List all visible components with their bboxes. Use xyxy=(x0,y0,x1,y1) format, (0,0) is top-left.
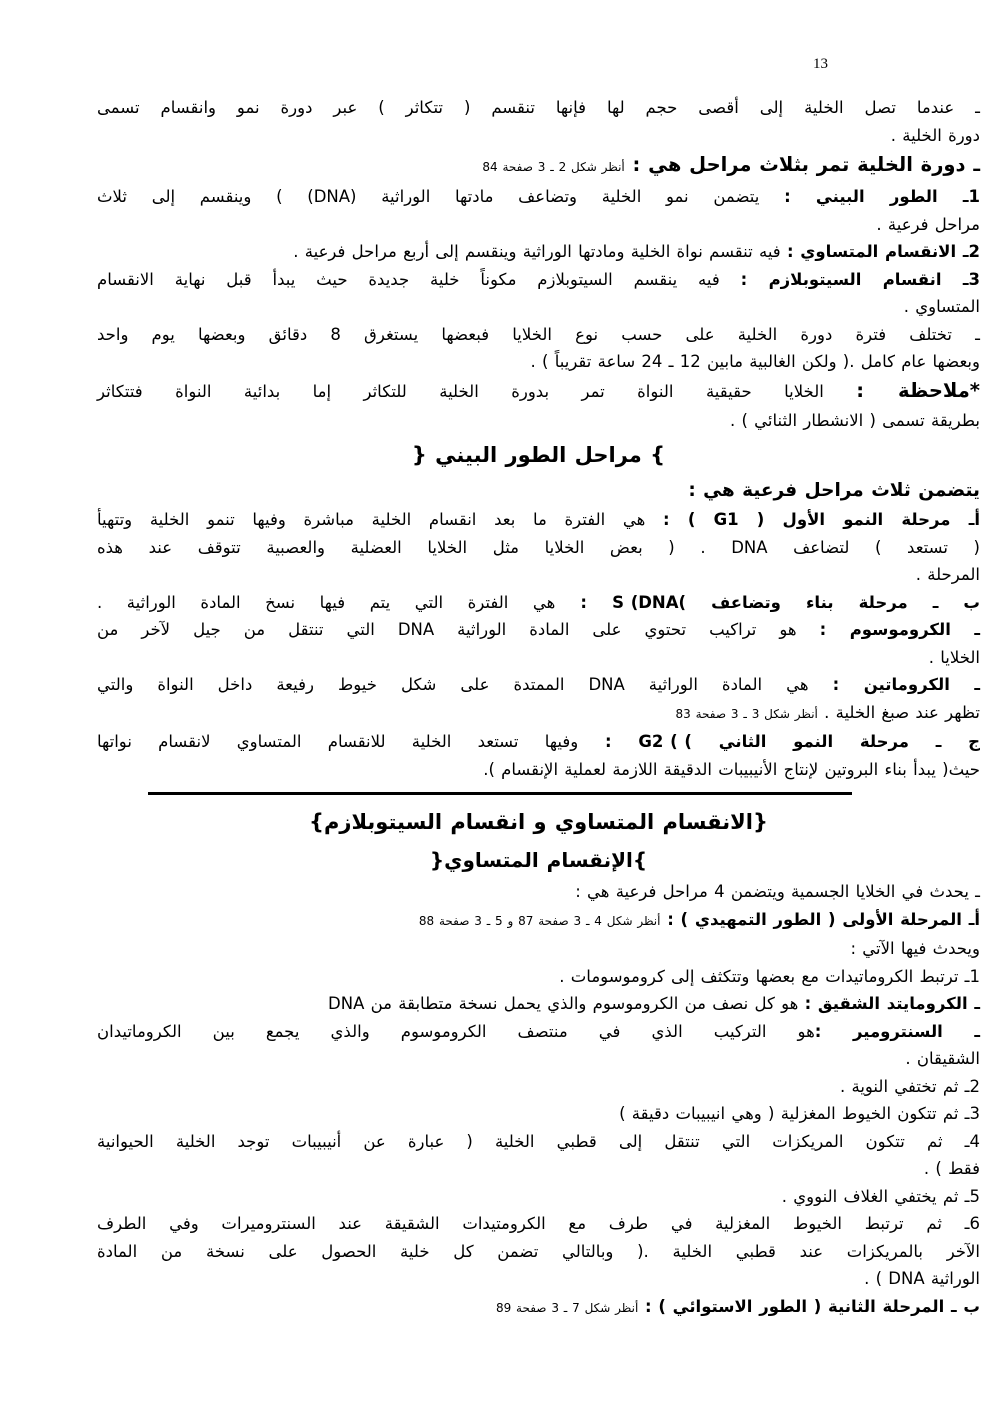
text-segment: ـ عندما تصل الخلية إلى أقصى حجم لها فإنها تنقسم ( تتكاثر ) عبر دورة نمو وانقسام تسمى xyxy=(97,98,980,117)
text-segment: هو كل نصف من الكروموسوم والذي يحمل نسخة متطابقة من DNA xyxy=(328,994,805,1013)
text-segment: الإنقسام المتساوي xyxy=(444,848,633,872)
line-cycle-duration-1 xyxy=(97,321,980,349)
text-segment: 2ـ الانقسام المتساوي : xyxy=(786,242,980,261)
text-segment: الوراثية DNA ) . xyxy=(864,1269,980,1288)
text-segment: ب ـ المرحلة الثانية ( الطور الاستوائي ) : xyxy=(638,1296,980,1316)
line-sister-chromatid xyxy=(97,990,980,1018)
line-note-2 xyxy=(97,407,980,435)
line-prophase-step2 xyxy=(97,1073,980,1101)
text-segment: ب ـ مرحلة بناء وتضاعف xyxy=(686,592,980,612)
line-s-phase xyxy=(97,589,980,617)
latin-notation: } xyxy=(752,810,768,834)
figure-reference: أنظر شكل 2 ـ 3 صفحة 84 xyxy=(482,160,625,174)
text-segment: الخلايا . xyxy=(928,647,980,667)
text-segment: أـ مرحلة النمو الأول ( G1 ) : xyxy=(663,510,980,529)
text-segment: ـ الكرومايتد الشقيق : xyxy=(804,994,980,1013)
latin-notation: { xyxy=(309,810,324,834)
line-chromatin-1 xyxy=(97,671,980,699)
text-segment: 1ـ ترتبط الكروماتيدات مع بعضها وتتكثف إلى كروموسومات . xyxy=(559,966,980,986)
line-happens-following xyxy=(97,935,980,963)
text-segment: ـ دورة الخلية تمر بثلاث مراحل هي : xyxy=(624,153,980,176)
text-segment: الخلايا حقيقية النواة تمر بدورة الخلية للتكاثر إما بدائية النواة فتتكاثر xyxy=(97,381,857,401)
line-prophase-heading xyxy=(97,906,980,936)
text-segment: المتساوي . xyxy=(903,297,980,316)
line-interphase-def-1 xyxy=(97,183,980,211)
line-chromosome-1 xyxy=(97,616,980,644)
text-segment: أـ المرحلة الأولى ( الطور التمهيدي ) : xyxy=(660,909,980,929)
latin-notation: S (DNA( xyxy=(612,592,687,612)
text-segment: فقط ) . xyxy=(923,1159,980,1178)
text-segment: ( تستعد ) لتضاعف DNA . ( بعض الخلايا مثل الخلايا العضلية والعصبية تتوقف عند هذه xyxy=(97,537,980,557)
text-segment: ـ السنترومير : xyxy=(814,1021,981,1041)
figure-reference: أنظر شكل 4 ـ 3 صفحة 87 و 5 ـ 3 صفحة 88 xyxy=(418,913,661,928)
text-segment: 4ـ ثم تتكون المريكزات التي تنتقل إلى قطبي الخلية ( عبارة عن أنيبيبات توجد الخلية الحيوانية xyxy=(97,1131,980,1151)
latin-notation: { xyxy=(650,443,666,467)
line-g1-3 xyxy=(97,561,980,589)
line-prophase-step3 xyxy=(97,1100,980,1128)
line-metaphase-heading xyxy=(97,1293,980,1323)
text-segment: ـ الكروموسوم : xyxy=(819,620,981,639)
text-segment: تظهر عند صبغ الخلية . xyxy=(817,702,980,722)
text-segment: 2ـ ثم تختفي النوية . xyxy=(839,1076,980,1096)
line-chromatin-2 xyxy=(97,699,980,729)
text-segment: الانقسام المتساوي و انقسام السيتوبلازم xyxy=(324,810,753,834)
text-segment: بطريقة تسمى ( الانشطار الثنائي ) . xyxy=(730,410,980,430)
latin-notation: } xyxy=(411,443,427,467)
line-prophase-step6-3 xyxy=(97,1265,980,1293)
heading-interphase-stages xyxy=(97,434,980,476)
text-segment: مراحل الطور البيني xyxy=(426,443,651,467)
line-prophase-step6-1 xyxy=(97,1210,980,1238)
line-interphase-def-2 xyxy=(97,211,980,239)
line-prophase-step1 xyxy=(97,963,980,991)
text-segment: ـ يحدث في الخلايا الجسمية ويتضمن 4 مراحل فرعية هي : xyxy=(575,882,980,901)
text-segment: : xyxy=(555,592,613,612)
text-segment: 3ـ ثم تتكون الخيوط المغزلية ( وهي انيبيبات دقيقة ) xyxy=(619,1104,980,1123)
latin-notation: G2 ( ( xyxy=(638,732,692,751)
line-cell-max-size-1 xyxy=(97,94,980,122)
line-somatic-cells xyxy=(97,878,980,906)
line-prophase-step6-2 xyxy=(97,1238,980,1266)
text-segment: هو التركيب الذي في منتصف الكروموسوم والذي يجمع بين الكروماتيدان xyxy=(97,1021,815,1041)
line-mitosis-def xyxy=(97,238,980,266)
line-three-substages xyxy=(97,476,980,506)
text-segment: دورة الخلية . xyxy=(890,125,980,145)
text-segment: يتضمن نمو الخلية وتضاعف مادتها الوراثية (DNA) ) وينقسم إلى ثلاث xyxy=(97,187,785,206)
text-segment: 6ـ ثم ترتبط الخيوط المغزلية في طرف مع الكرومتيدات الشقيقة عند السنتروميرات وفي الطرف xyxy=(97,1214,980,1233)
text-segment: هي المادة الوراثية DNA الممتدة على شكل خيوط رفيعة داخل النواة والتي xyxy=(97,675,833,694)
line-prophase-step4-2 xyxy=(97,1155,980,1183)
latin-notation: { xyxy=(632,848,648,872)
text-segment: ج ـ مرحلة النمو الثاني xyxy=(691,732,981,751)
text-segment: : xyxy=(578,732,639,751)
line-centromere-2 xyxy=(97,1045,980,1073)
latin-notation: } xyxy=(429,848,445,872)
text-segment: 1ـ الطور البيني : xyxy=(784,187,980,206)
figure-reference: أنظر شكل 7 ـ 3 صفحة 89 xyxy=(495,1300,639,1315)
figure-reference: أنظر شكل 3 ـ 3 صفحة 83 xyxy=(675,706,818,721)
text-segment: المرحلة . xyxy=(915,565,980,584)
text-segment: هي الفترة التي يتم فيها نسخ المادة الوراثية . xyxy=(97,592,556,612)
line-cell-cycle-heading xyxy=(97,149,980,183)
line-cell-max-size-2 xyxy=(97,122,980,150)
text-segment: حيث( يبدأ بناء البروتين لإنتاج الأنيبيبات الدقيقة اللازمة لعملية الإنقسام ). xyxy=(483,759,980,779)
text-segment: وفيها تستعد الخلية للانقسام المتساوي لانقسام نواتها xyxy=(97,732,579,751)
line-g2-1 xyxy=(97,728,980,756)
heading-mitosis-cytokinesis xyxy=(97,802,980,842)
document-body xyxy=(97,94,980,1322)
text-segment: مراحل فرعية . xyxy=(876,214,980,234)
line-prophase-step5 xyxy=(97,1183,980,1211)
line-note-1 xyxy=(97,376,980,407)
page-number: 13 xyxy=(813,56,828,72)
text-segment: ـ الكروماتين : xyxy=(832,675,980,694)
section-divider xyxy=(148,792,852,795)
line-g2-2 xyxy=(97,756,980,784)
line-g1-1 xyxy=(97,506,980,534)
text-segment: 3ـ انقسام السيتوبلازم : xyxy=(740,269,980,289)
line-prophase-step4-1 xyxy=(97,1128,980,1156)
line-centromere-1 xyxy=(97,1018,980,1046)
line-cycle-duration-2 xyxy=(97,348,980,376)
text-segment: 5ـ ثم يختفي الغلاف النووي . xyxy=(781,1186,980,1206)
line-chromosome-2 xyxy=(97,644,980,672)
text-segment: هو تراكيب تحتوي على المادة الوراثية DNA التي تنتقل من جيل لآخر من xyxy=(97,620,820,639)
text-segment: فيه ينقسم السيتوبلازم مكوناً خلية جديدة حيث يبدأ قبل نهاية الانقسام xyxy=(97,269,741,289)
text-segment: هي الفترة ما بعد انقسام الخلية مباشرة وفيها تنمو الخلية وتتهيأ xyxy=(97,510,664,529)
text-segment: فيه تنقسم نواة الخلية ومادتها الوراثية وينقسم إلى أربع مراحل فرعية . xyxy=(293,242,787,261)
text-segment: الشقيقان . xyxy=(905,1049,980,1068)
text-segment: *ملاحظة : xyxy=(856,378,980,402)
text-segment: الآخر بالمريكزات عند قطبي الخلية .( وبالتالي تضمن كل خلية الحصول على نسخة من المادة xyxy=(97,1241,980,1261)
heading-mitosis xyxy=(97,842,980,878)
line-g1-2 xyxy=(97,534,980,562)
text-segment: ويحدث فيها الآتي : xyxy=(850,939,980,958)
text-segment: وبعضها عام كامل .( ولكن الغالبية مابين 12 ـ 24 ساعة تقريباً ) . xyxy=(530,352,980,371)
line-cytokinesis-def-2 xyxy=(97,293,980,321)
text-segment: يتضمن ثلاث مراحل فرعية هي : xyxy=(688,480,980,501)
line-cytokinesis-def-1 xyxy=(97,266,980,294)
text-segment: ـ تختلف فترة دورة الخلية على حسب نوع الخلايا فبعضها يستغرق 8 دقائق وبعضها يوم واحد xyxy=(97,324,980,344)
